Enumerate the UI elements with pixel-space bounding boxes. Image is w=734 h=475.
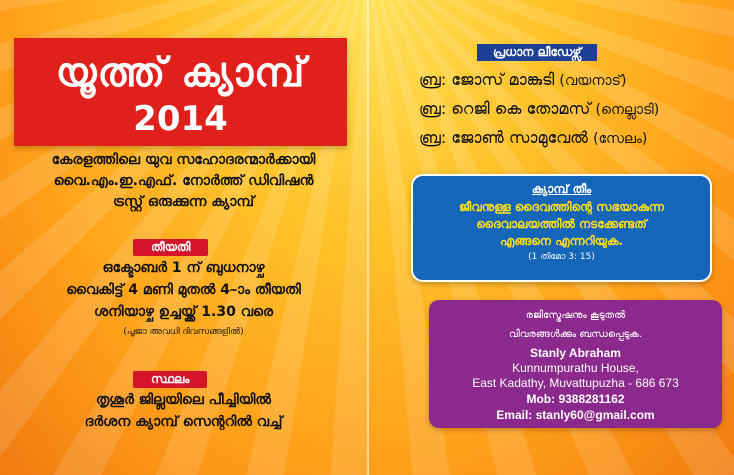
theme-label: ക്യാമ്പ് തീം — [531, 182, 592, 196]
leader-place: (നെല്ലാടി) — [595, 102, 660, 118]
dates-block — [20, 257, 347, 341]
contact-intro-line: വിവരങ്ങൾക്കും ബന്ധപ്പെടുക. — [508, 329, 643, 340]
contact-intro — [429, 306, 722, 344]
leaders-list — [419, 66, 719, 153]
date-note: (പൂജാ അവധി ദിവസങ്ങളിൽ) — [123, 327, 244, 337]
leader-row — [419, 66, 719, 95]
leader-place: (സേലം) — [593, 131, 648, 147]
contact-name: Stanly Abraham — [530, 346, 621, 360]
leaders-label: പ്രധാന ലീഡേഴ്സ് — [477, 44, 597, 61]
contact-box — [429, 300, 722, 428]
intro-line: വൈ.എം.ഇ.എഫ്. നോർത്ത് ഡിവിഷൻ — [53, 173, 314, 189]
leader-row — [419, 95, 719, 124]
right-panel — [369, 0, 734, 475]
contact-address-line: Kunnumpurathu House, — [512, 361, 639, 375]
date-line: ഒക്ടോബർ 1 ന് ബുധനാഴ്ച — [102, 260, 265, 276]
contact-mobile: Mob: 9388281162 — [526, 392, 625, 406]
camp-title: യൂത്ത് ക്യാമ്പ് — [55, 50, 306, 96]
leader-name: ബ്ര: ജോസ് മാങ്കുടി — [419, 70, 555, 89]
venue-block — [20, 389, 347, 433]
intro-line: ട്രസ്റ്റ് ഒരുക്കുന്ന ക്യാമ്പ് — [113, 194, 254, 210]
theme-box — [411, 174, 712, 282]
contact-intro-line: രജിസ്ട്രേഷനും കൂടുതൽ — [525, 310, 626, 321]
place-tag — [133, 368, 207, 388]
theme-line: എങ്ങനെ എന്നറിയുക. — [500, 234, 623, 248]
venue-line: തൃശൂർ ജില്ലയിലെ പീച്ചിയിൽ — [95, 392, 272, 408]
camp-year: 2014 — [133, 99, 228, 139]
leader-name: ബ്ര: റെജി കെ തോമസ് — [419, 99, 591, 118]
theme-line: ജീവനുള്ള ദൈവത്തിന്റെ സഭയാകുന്ന — [459, 200, 664, 214]
place-label: സ്ഥലം — [133, 371, 207, 388]
contact-email: Email: stanly60@gmail.com — [496, 408, 655, 422]
leader-place: (വയനാട്) — [559, 73, 627, 89]
venue-line: ദർശന ക്യാമ്പ് സെന്ററിൽ വച്ച് — [84, 414, 283, 430]
date-label: തീയതി — [133, 239, 208, 256]
theme-reference: (1 തിമോ 3: 15) — [528, 252, 595, 262]
date-tag — [133, 236, 208, 256]
contact-address-line: East Kadathy, Muvattupuzha - 686 673 — [472, 376, 679, 390]
intro-text — [20, 150, 347, 213]
date-line: വൈകിട്ട് 4 മണി മുതൽ 4–ാം തീയതി — [66, 282, 301, 298]
title-banner — [14, 38, 347, 146]
theme-line: ദൈവാലയത്തിൽ നടക്കേണ്ടത് — [476, 217, 647, 231]
intro-line: കേരളത്തിലെ യുവ സഹോദരന്മാർക്കായി — [51, 152, 316, 168]
date-line: ശനിയാഴ്ച ഉച്ചയ്ക്ക് 1.30 വരെ — [93, 304, 274, 320]
theme-text — [413, 199, 710, 250]
leader-row — [419, 124, 719, 153]
leader-name: ബ്ര: ജോൺ സാമുവേൽ — [419, 128, 588, 147]
